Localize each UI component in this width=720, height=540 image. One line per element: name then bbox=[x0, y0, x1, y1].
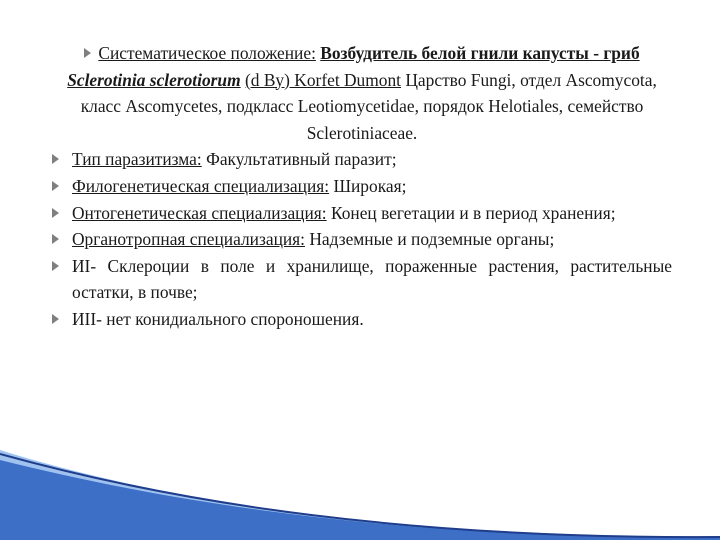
triangle-bullet-icon bbox=[52, 234, 59, 244]
list-item bbox=[52, 253, 672, 306]
pathogen-host: Возбудитель белой гнили капусты - гриб bbox=[320, 43, 640, 63]
item-label: Тип паразитизма: bbox=[72, 149, 202, 170]
item-text: ИІ- Склероции в поле и хранилище, пораженные растения, растительные остатки, в почве; bbox=[72, 255, 672, 303]
triangle-bullet-icon bbox=[52, 154, 59, 164]
item-text: Широкая; bbox=[333, 175, 407, 196]
item-label: Онтогенетическая специализация: bbox=[72, 202, 327, 223]
triangle-bullet-icon bbox=[84, 48, 91, 58]
characteristics-list bbox=[52, 146, 672, 332]
list-item bbox=[52, 306, 672, 333]
wave-mid-shape bbox=[0, 460, 720, 540]
item-text: ИІІ- нет конидиального спороношения. bbox=[72, 308, 364, 329]
item-label: Филогенетическая специализация: bbox=[72, 175, 330, 196]
list-item bbox=[52, 146, 672, 173]
item-text: Надземные и подземные органы; bbox=[309, 229, 555, 250]
triangle-bullet-icon bbox=[52, 208, 59, 218]
systematic-position-label: Систематическое положение: bbox=[98, 43, 316, 63]
list-item bbox=[52, 173, 672, 200]
item-text: Факультативный паразит; bbox=[206, 149, 397, 170]
triangle-bullet-icon bbox=[52, 181, 59, 191]
list-item bbox=[52, 226, 672, 253]
triangle-bullet-icon bbox=[52, 314, 59, 324]
triangle-bullet-icon bbox=[52, 261, 59, 271]
list-item bbox=[52, 200, 672, 227]
taxonomy-classification: Царство Fungi, отдел Ascomycota, класс Ascomycetes, подкласс Leotiomycetidae, порядок Helotiales, семейство Sclerotiniaceae. bbox=[80, 69, 657, 143]
item-label: Органотропная специализация: bbox=[72, 229, 306, 250]
species-author: (d By) Korfet Dumont bbox=[245, 69, 402, 90]
systematic-position-paragraph bbox=[52, 40, 672, 146]
pathogen-species: Sclerotinia sclerotiorum bbox=[67, 69, 241, 90]
decorative-wave-footer bbox=[0, 440, 720, 540]
slide-content bbox=[52, 40, 672, 333]
item-text: Конец вегетации и в период хранения; bbox=[330, 202, 616, 223]
